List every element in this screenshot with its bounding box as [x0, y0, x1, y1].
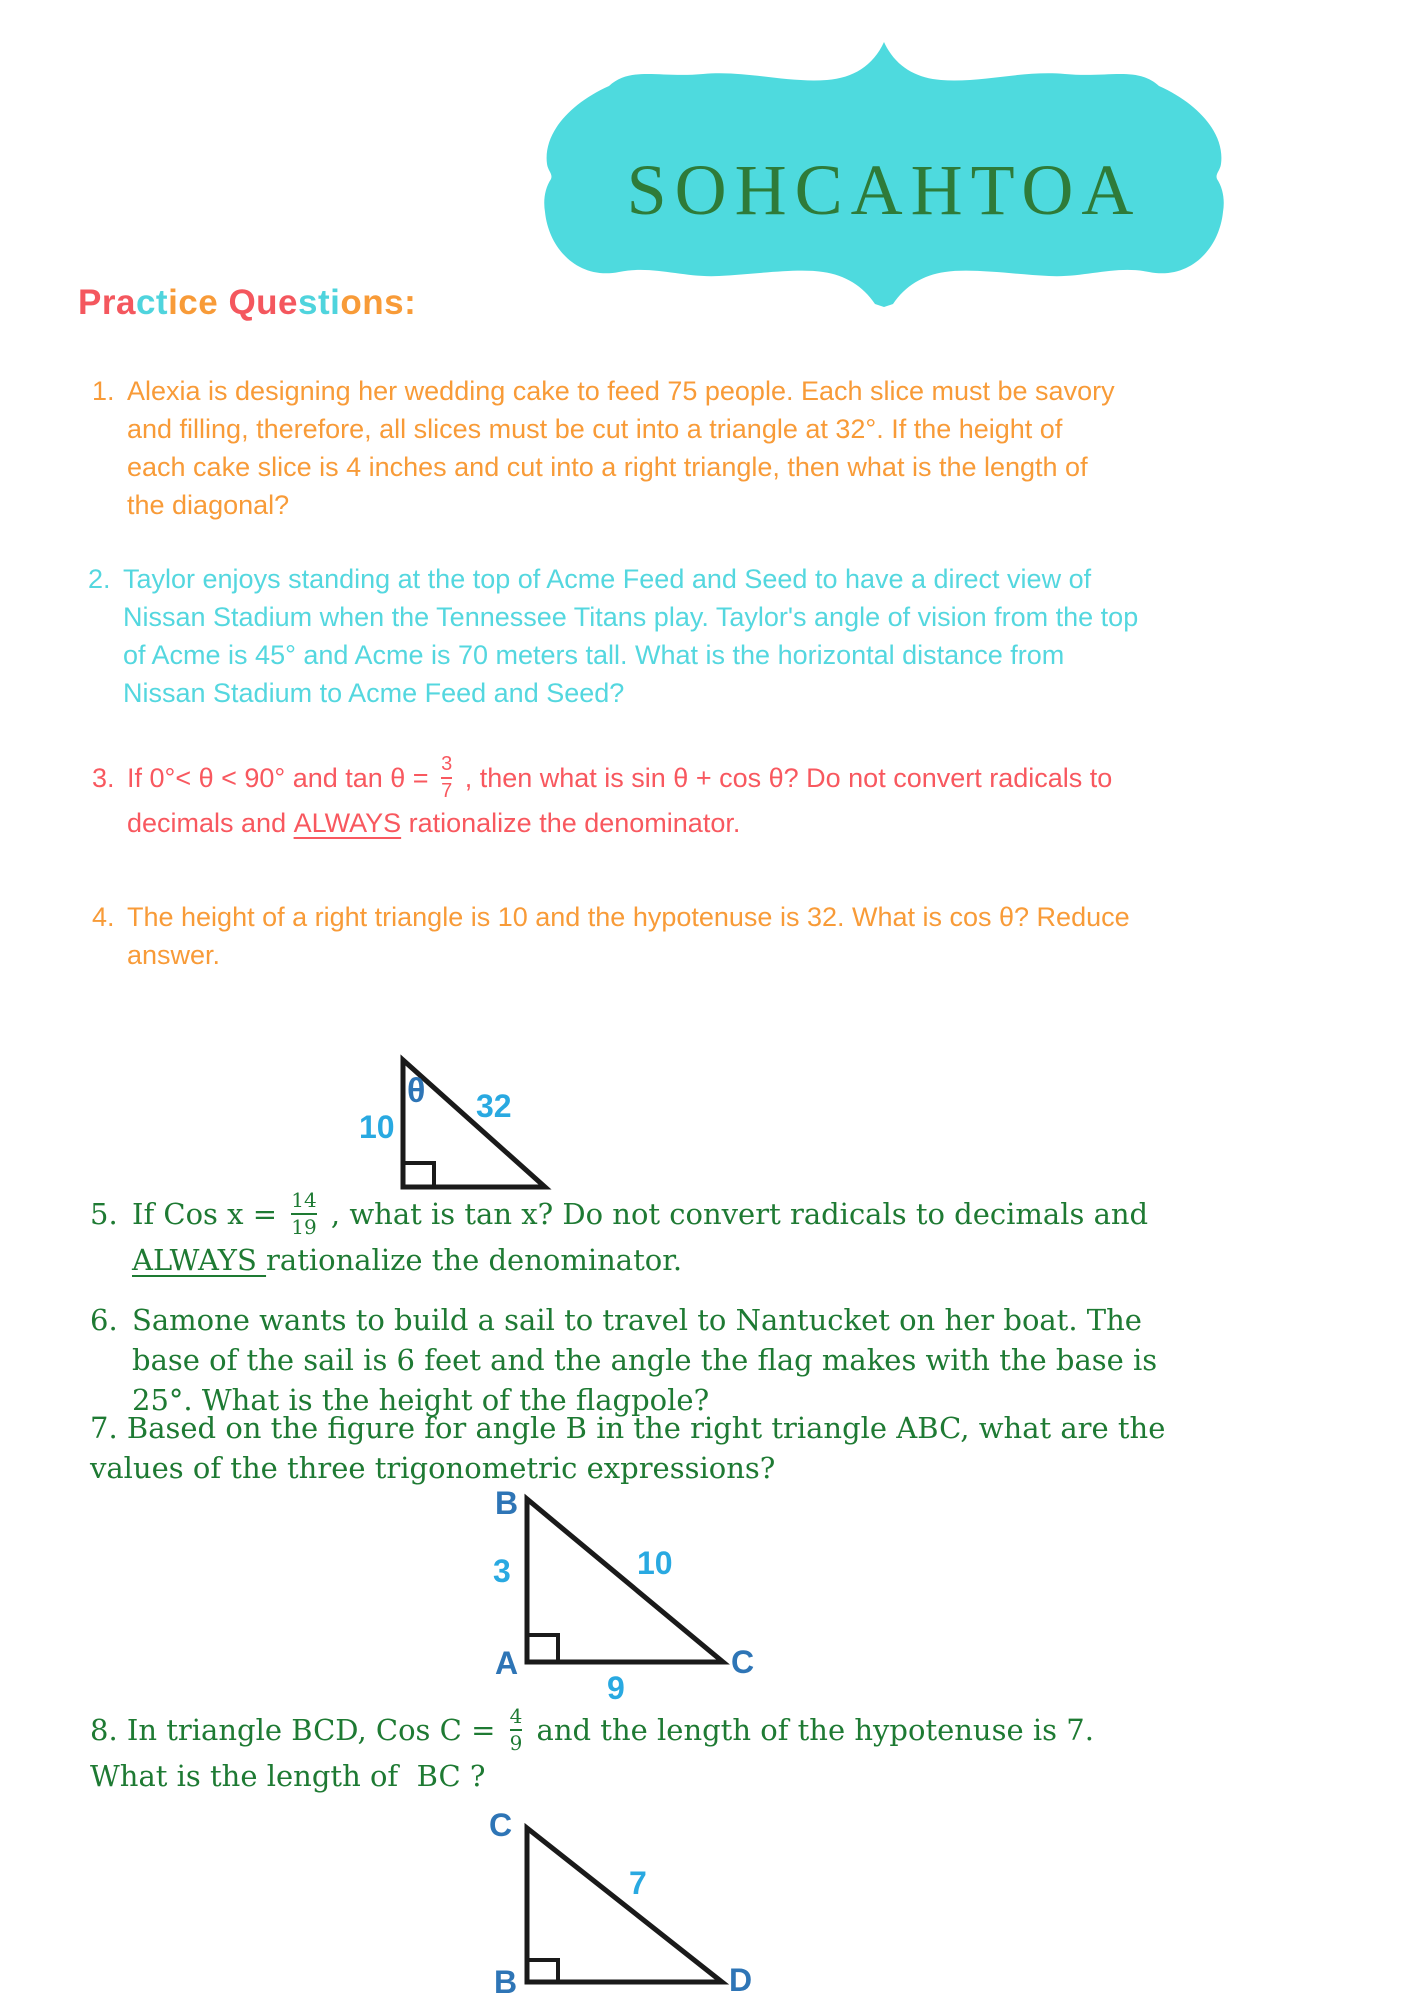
angle-theta-label: θ [407, 1072, 426, 1110]
question-1-line: Alexia is designing her wedding cake to feed 75 people. Each slice must be savory [127, 375, 1115, 406]
question-number: 4. [92, 901, 115, 932]
heading-segment: ons: [340, 283, 417, 322]
base-label: 9 [607, 1670, 625, 1706]
right-angle-marker [527, 1635, 558, 1662]
question-7-line: 7. Based on the figure for angle B in the right triangle ABC, what are the [90, 1411, 1166, 1445]
triangle-diagram-theta [330, 1048, 580, 1198]
question-6-line: Samone wants to build a sail to travel to Nantucket on her boat. The [132, 1303, 1142, 1337]
vertex-d-label: D [729, 1962, 753, 1998]
question-number: 7. [90, 1411, 127, 1445]
leg-label: 10 [359, 1109, 395, 1145]
question-3-line: If 0°< θ < 90° and tan θ = $\frac{3}{7}$ , then what is sin θ + cos θ? Do not convert radicals to [127, 753, 1113, 802]
hypotenuse-label: 32 [476, 1088, 512, 1124]
question-2-line: of Acme is 45° and Acme is 70 meters tall. What is the horizontal distance from [123, 639, 1065, 670]
question-6-line: 25°. What is the height of the flagpole? [132, 1383, 710, 1417]
title-banner [525, 36, 1243, 308]
triangle-diagram-abc [455, 1478, 795, 1708]
question-6 [90, 1300, 1330, 1420]
triangle-diagram-bcd [455, 1808, 795, 2000]
vertex-c-label: C [731, 1644, 755, 1680]
heading-segment: ice [168, 283, 219, 322]
banner-bracket-shape [525, 36, 1243, 308]
heading-segment: sti [298, 283, 341, 322]
question-4 [92, 898, 1332, 974]
heading-segment: Pra [78, 283, 136, 322]
question-6-line: base of the sail is 6 feet and the angle the flag makes with the base is [132, 1343, 1158, 1377]
question-number: 8. [90, 1713, 127, 1747]
question-number: 3. [92, 762, 115, 793]
question-2 [88, 560, 1328, 712]
question-3-line: decimals and ALWAYS rationalize the denominator. [127, 807, 741, 838]
question-5-line: ALWAYS rationalize the denominator. [132, 1243, 683, 1277]
question-1 [92, 372, 1332, 524]
hypotenuse-label: 10 [637, 1545, 673, 1581]
question-2-line: Nissan Stadium when the Tennessee Titans play. Taylor's angle of vision from the top [123, 601, 1139, 632]
hypotenuse-label: 7 [629, 1865, 647, 1901]
question-7-line: values of the three trigonometric expressions? [90, 1451, 776, 1485]
vertex-b-label: B [494, 1964, 518, 2000]
question-2-line: Nissan Stadium to Acme Feed and Seed? [123, 677, 625, 708]
vertex-a-label: A [495, 1645, 519, 1681]
question-7 [90, 1408, 1370, 1488]
question-8-line: What is the length of BC ? [90, 1759, 486, 1793]
fraction: $\frac{14}{19}$ [291, 1188, 317, 1239]
vertex-b-label: B [495, 1485, 519, 1521]
heading-segment: ct [135, 283, 169, 322]
right-angle-marker [527, 1960, 558, 1982]
practice-questions-heading [78, 283, 416, 323]
question-4-line: answer. [127, 939, 221, 970]
question-number: 2. [88, 563, 111, 594]
question-1-line: the diagonal? [127, 489, 290, 520]
fraction: $\frac{3}{7}$ [441, 753, 453, 802]
fraction: $\frac{4}{9}$ [509, 1704, 523, 1755]
vertex-c-label: C [489, 1808, 513, 1843]
question-8 [90, 1704, 1370, 1796]
question-number: 5. [90, 1197, 118, 1231]
question-5 [90, 1188, 1330, 1280]
question-3 [92, 752, 1332, 842]
question-1-line: and filling, therefore, all slices must be cut into a triangle at 32°. If the height of [127, 413, 1063, 444]
question-1-line: each cake slice is 4 inches and cut into a right triangle, then what is the length of [127, 451, 1088, 482]
question-4-line: The height of a right triangle is 10 and the hypotenuse is 32. What is cos θ? Reduce [127, 901, 1130, 932]
question-number: 6. [90, 1303, 118, 1337]
worksheet-title: SOHCAHTOA [626, 150, 1142, 230]
leg-label: 3 [493, 1553, 511, 1589]
question-8-line: 8. In triangle BCD, Cos C = $\frac{4}{9}$ and the length of the hypotenuse is 7. [90, 1704, 1094, 1755]
question-number: 1. [92, 375, 115, 406]
heading-segment: Que [228, 283, 299, 322]
heading-segment [218, 283, 228, 322]
right-angle-marker [403, 1163, 434, 1187]
question-2-line: Taylor enjoys standing at the top of Acme Feed and Seed to have a direct view of [123, 563, 1092, 594]
question-5-line: If Cos x = $\frac{14}{19}$ , what is tan x? Do not convert radicals to decimals and [132, 1188, 1149, 1239]
